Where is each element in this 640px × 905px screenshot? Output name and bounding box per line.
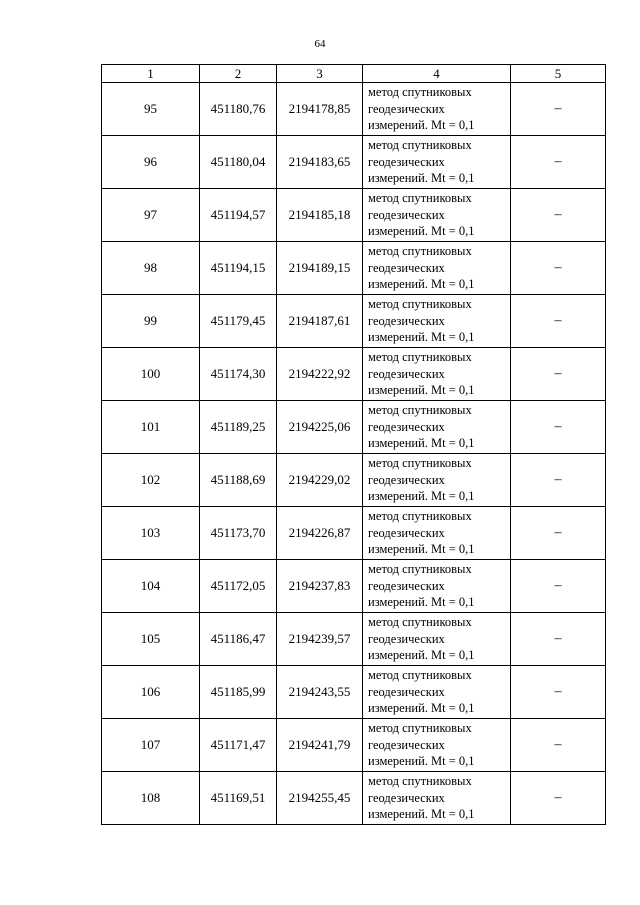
point-number-cell: 103 [102,507,200,560]
note-cell: – [511,189,606,242]
method-line: геодезических [368,260,445,275]
header-col-1: 1 [102,65,200,83]
method-line: метод спутниковых [368,774,472,789]
x-coordinate-cell: 451179,45 [200,295,277,348]
table-body [102,83,606,825]
method-line: метод спутниковых [368,138,472,153]
method-line: метод спутниковых [368,562,472,577]
method-cell [363,454,511,507]
point-number-cell: 107 [102,719,200,772]
method-line: метод спутниковых [368,244,472,259]
method-line: измерений. Mt = 0,1 [368,542,475,557]
y-coordinate-cell: 2194183,65 [277,136,363,189]
y-coordinate-cell: 2194187,61 [277,295,363,348]
y-coordinate-cell: 2194239,57 [277,613,363,666]
method-cell [363,772,511,825]
note-cell: – [511,772,606,825]
method-line: измерений. Mt = 0,1 [368,807,475,822]
method-cell [363,507,511,560]
method-line: метод спутниковых [368,615,472,630]
note-cell: – [511,666,606,719]
method-line: геодезических [368,472,445,487]
table-row [102,560,606,613]
y-coordinate-cell: 2194255,45 [277,772,363,825]
x-coordinate-cell: 451171,47 [200,719,277,772]
x-coordinate-cell: 451172,05 [200,560,277,613]
table-row [102,295,606,348]
table-row [102,401,606,454]
point-number-cell: 96 [102,136,200,189]
y-coordinate-cell: 2194229,02 [277,454,363,507]
y-coordinate-cell: 2194226,87 [277,507,363,560]
note-cell: – [511,613,606,666]
method-cell [363,189,511,242]
method-cell [363,666,511,719]
method-line: геодезических [368,790,445,805]
x-coordinate-cell: 451186,47 [200,613,277,666]
y-coordinate-cell: 2194241,79 [277,719,363,772]
method-line: метод спутниковых [368,721,472,736]
method-cell [363,83,511,136]
method-line: измерений. Mt = 0,1 [368,330,475,345]
note-cell: – [511,348,606,401]
method-line: метод спутниковых [368,350,472,365]
method-line: измерений. Mt = 0,1 [368,224,475,239]
point-number-cell: 95 [102,83,200,136]
x-coordinate-cell: 451174,30 [200,348,277,401]
method-cell [363,295,511,348]
method-line: измерений. Mt = 0,1 [368,383,475,398]
method-cell [363,613,511,666]
note-cell: – [511,83,606,136]
method-line: метод спутниковых [368,191,472,206]
method-line: измерений. Mt = 0,1 [368,171,475,186]
method-line: измерений. Mt = 0,1 [368,595,475,610]
x-coordinate-cell: 451180,76 [200,83,277,136]
method-line: измерений. Mt = 0,1 [368,277,475,292]
method-line: метод спутниковых [368,85,472,100]
method-cell [363,136,511,189]
method-line: метод спутниковых [368,403,472,418]
x-coordinate-cell: 451194,15 [200,242,277,295]
method-line: метод спутниковых [368,456,472,471]
note-cell: – [511,401,606,454]
point-number-cell: 105 [102,613,200,666]
method-line: геодезических [368,101,445,116]
y-coordinate-cell: 2194189,15 [277,242,363,295]
method-line: геодезических [368,313,445,328]
table-row [102,719,606,772]
method-line: измерений. Mt = 0,1 [368,118,475,133]
note-cell: – [511,719,606,772]
method-cell [363,348,511,401]
page-number: 64 [314,38,326,50]
method-line: геодезических [368,154,445,169]
header-row [102,65,606,83]
method-line: измерений. Mt = 0,1 [368,701,475,716]
coordinates-table [101,64,606,825]
note-cell: – [511,242,606,295]
method-cell [363,401,511,454]
method-line: метод спутниковых [368,668,472,683]
point-number-cell: 108 [102,772,200,825]
y-coordinate-cell: 2194222,92 [277,348,363,401]
note-cell: – [511,507,606,560]
note-cell: – [511,454,606,507]
y-coordinate-cell: 2194185,18 [277,189,363,242]
table-row [102,83,606,136]
method-line: геодезических [368,366,445,381]
note-cell: – [511,295,606,348]
method-line: геодезических [368,578,445,593]
method-cell [363,719,511,772]
x-coordinate-cell: 451169,51 [200,772,277,825]
x-coordinate-cell: 451189,25 [200,401,277,454]
method-cell [363,242,511,295]
method-line: геодезических [368,419,445,434]
x-coordinate-cell: 451185,99 [200,666,277,719]
table-row [102,136,606,189]
header-col-4: 4 [363,65,511,83]
x-coordinate-cell: 451180,04 [200,136,277,189]
method-cell [363,560,511,613]
y-coordinate-cell: 2194243,55 [277,666,363,719]
method-line: геодезических [368,631,445,646]
method-line: измерений. Mt = 0,1 [368,436,475,451]
method-line: геодезических [368,737,445,752]
table-row [102,613,606,666]
table-row [102,242,606,295]
y-coordinate-cell: 2194178,85 [277,83,363,136]
method-line: метод спутниковых [368,509,472,524]
point-number-cell: 98 [102,242,200,295]
table-header [102,65,606,83]
table-row [102,666,606,719]
point-number-cell: 101 [102,401,200,454]
point-number-cell: 102 [102,454,200,507]
point-number-cell: 104 [102,560,200,613]
method-line: геодезических [368,684,445,699]
method-line: геодезических [368,207,445,222]
table-row [102,507,606,560]
y-coordinate-cell: 2194237,83 [277,560,363,613]
y-coordinate-cell: 2194225,06 [277,401,363,454]
point-number-cell: 99 [102,295,200,348]
x-coordinate-cell: 451188,69 [200,454,277,507]
method-line: измерений. Mt = 0,1 [368,648,475,663]
method-line: измерений. Mt = 0,1 [368,754,475,769]
header-col-3: 3 [277,65,363,83]
method-line: геодезических [368,525,445,540]
x-coordinate-cell: 451194,57 [200,189,277,242]
header-col-2: 2 [200,65,277,83]
point-number-cell: 100 [102,348,200,401]
method-line: измерений. Mt = 0,1 [368,489,475,504]
table-row [102,772,606,825]
point-number-cell: 97 [102,189,200,242]
header-col-5: 5 [511,65,606,83]
note-cell: – [511,560,606,613]
table-row [102,454,606,507]
table-row [102,189,606,242]
x-coordinate-cell: 451173,70 [200,507,277,560]
note-cell: – [511,136,606,189]
method-line: метод спутниковых [368,297,472,312]
point-number-cell: 106 [102,666,200,719]
table-row [102,348,606,401]
